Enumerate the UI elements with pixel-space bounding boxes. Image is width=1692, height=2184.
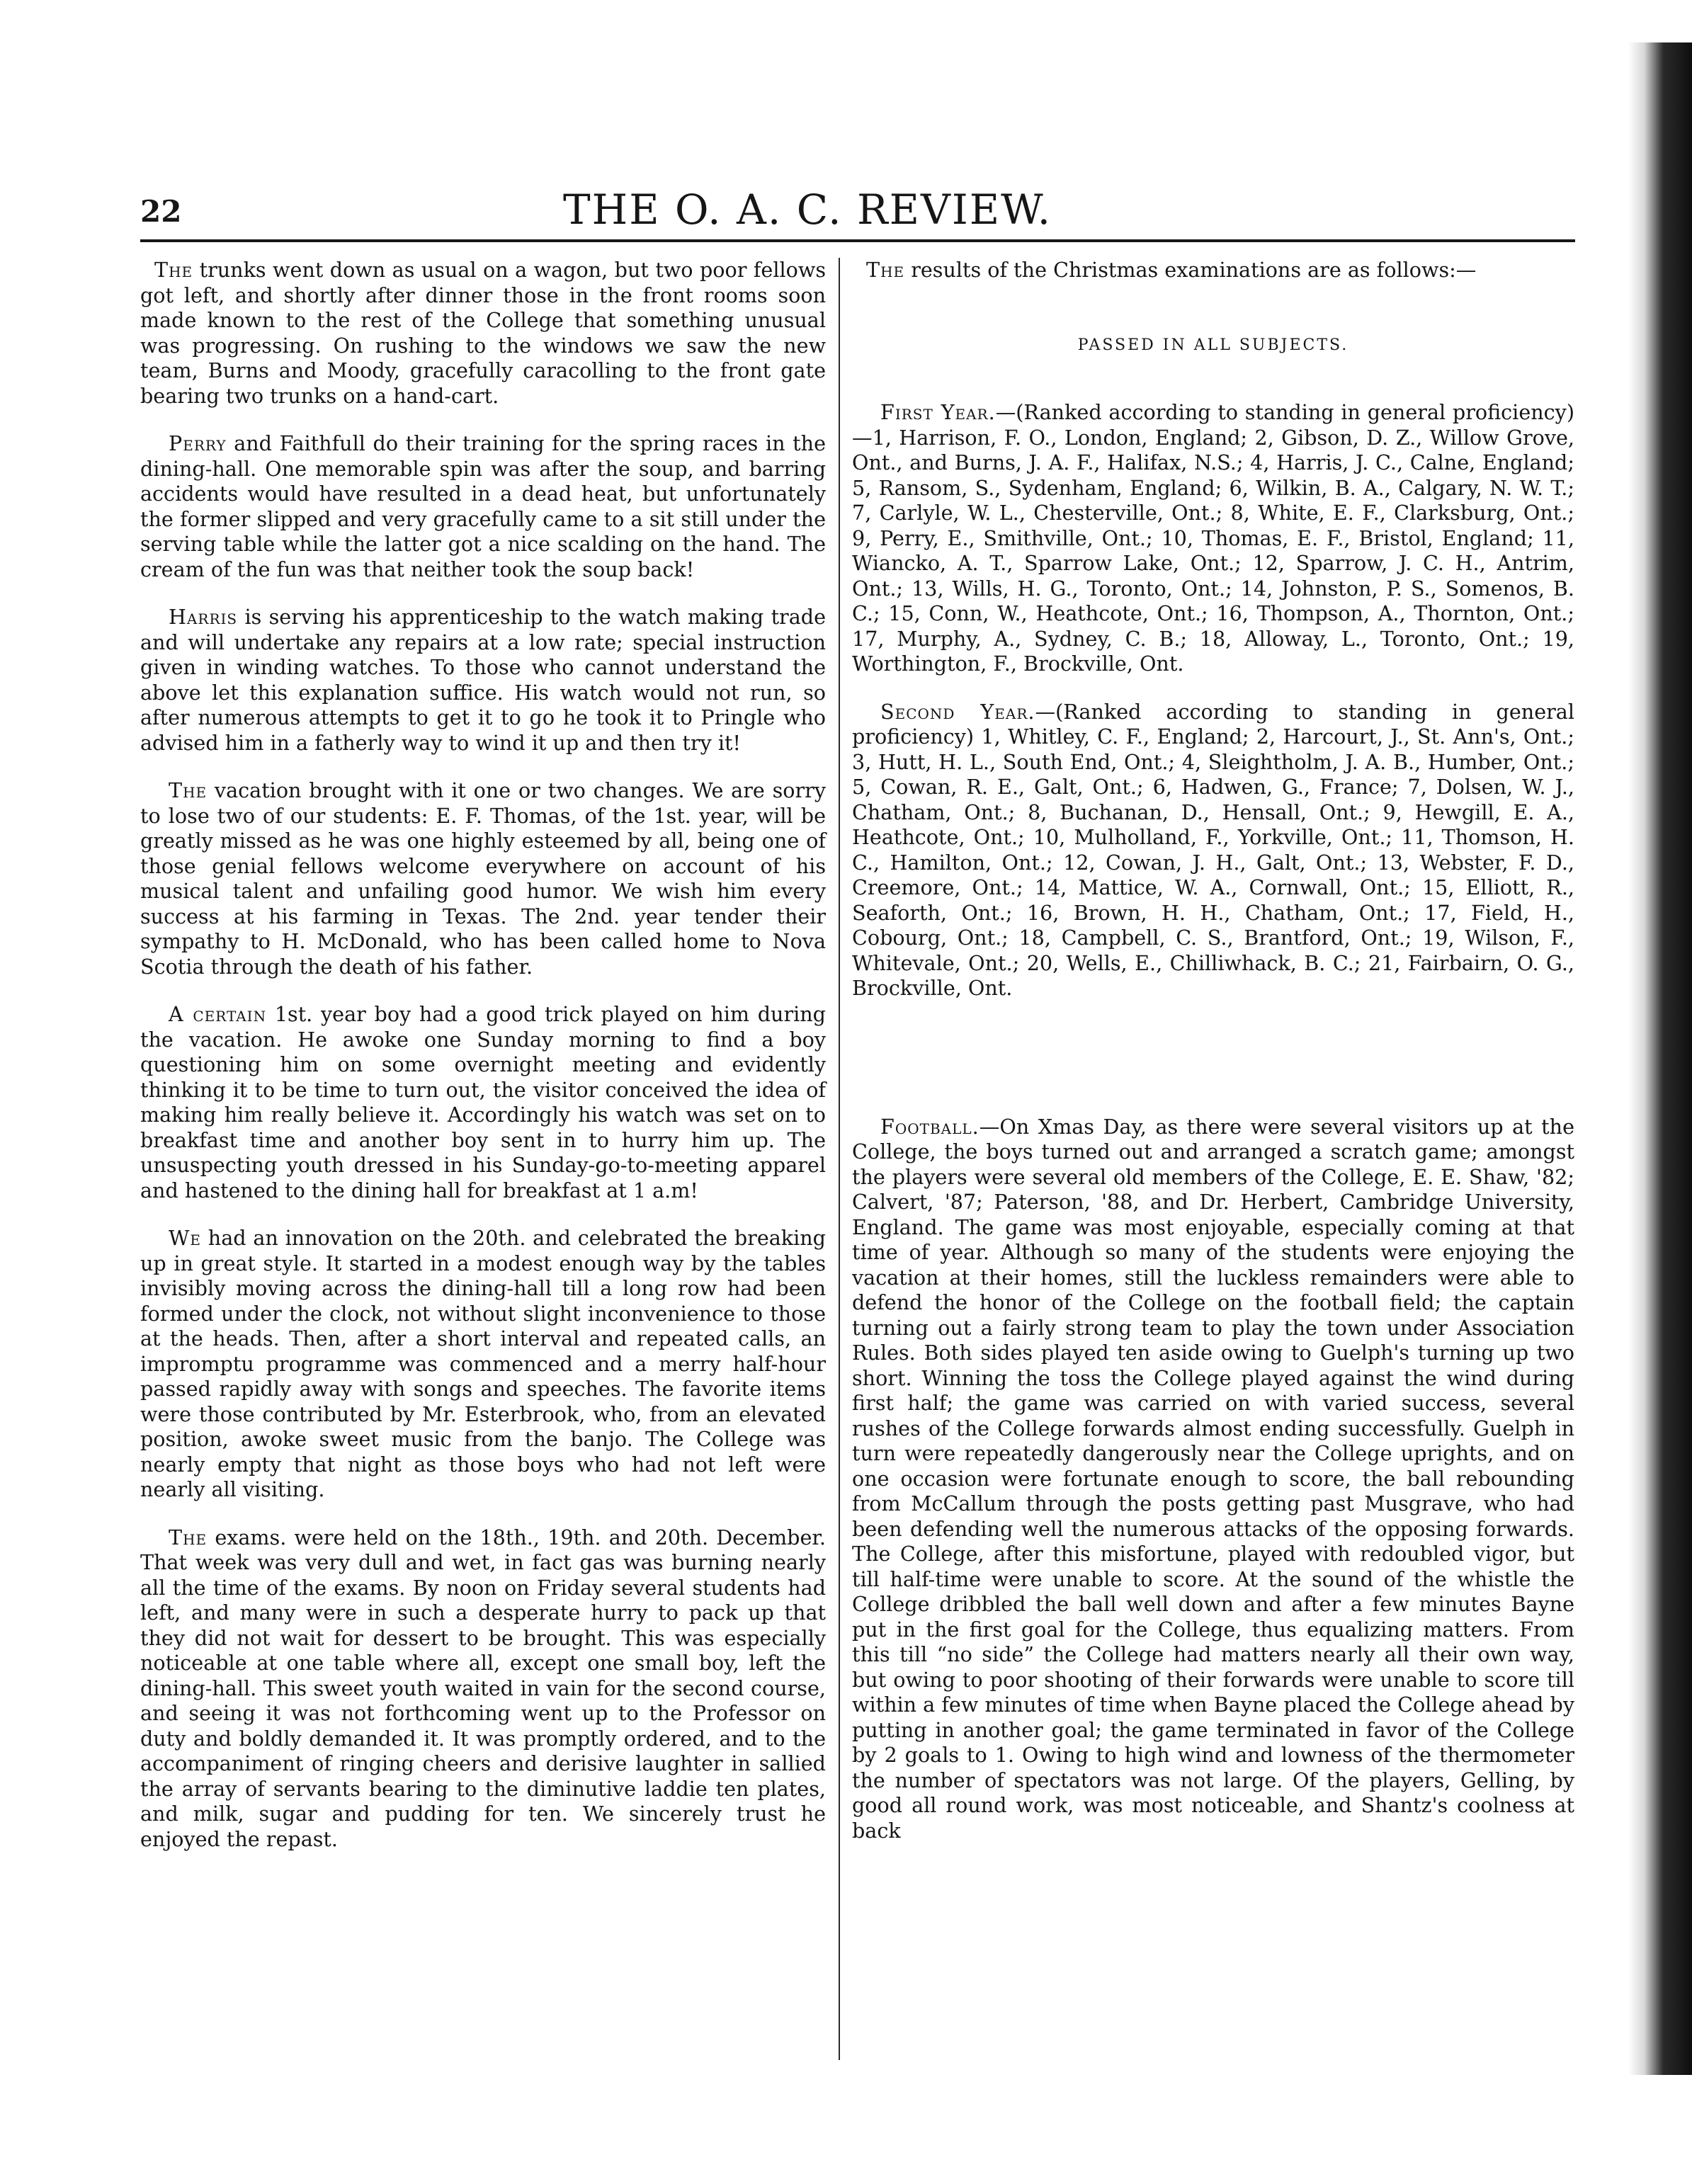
paragraph-text: —On Xmas Day, as there were several visitors up at the College, the boys turned out and arranged a scratch game; amongst the players were several old members of the College, E. E. Shaw, '82; Calvert, '87; Paterson, '88, and Dr. Herbert, Cambridge University, England. The game was most enjoyable, especially coming at that time of year. Although so many of the students were enjoying the vacation at their homes, still the luckless remainders were able to defend the honor of the College on the football field; the captain turning out a fairly strong team to play the town under Association Rules. Both sides played ten aside owing to Guelph's turning up two short. Winning the toss the College played against the wind during first half; the game was carried on with varied success, several rushes of the College forwards almost ending successfully. Guelph in turn were repeatedly dangerously near the College uprights, and on one occasion were fortunate enough to score, the ball rebounding from McCallum through the posts getting past Musgrave, who had been defending well the numerous attacks of the opposing forwards. The College, after this misfortune, played with redoubled vigor, but till half-time were unable to score. At the sound of the whistle the College dribbled the ball well down and after a few minutes Bayne put in the first goal for the College, thus equalizing matters. From this till “no side” the College had matters nearly all their own way, but owing to poor shooting of their forwards were unable to score till within a few minutes of time when Bayne placed the College ahead by putting in another goal; the game terminated in favor of the College by 2 goals to 1. Owing to high wind and lowness of the thermometer the number of spectators was not large. Of the players, Gelling, by good all round work, was most noticeable, and Shantz's coolness at back xyxy=(852,1114,1574,1843)
paragraph-text: —(Ranked according to standing in general proficiency)—1, Harrison, F. O., London, England; 2, Gibson, D. Z., Willow Grove, Ont., and Burns, J. A. F., Halifax, N.S.; 4, Harris, J. C., Calne, England; 5, Ransom, S., Sydenham, England; 6, Wilkin, B. A., Calgary, N. W. T.; 7, Carlyle, W. L., Chesterville, Ont.; 8, White, E. F., Clarksburg, Ont.; 9, Perry, E., Smithville, Ont.; 10, Thomas, E. F., Bristol, England; 11, Wiancko, A. T., Sparrow Lake, Ont.; 12, Sparrow, J. C. H., Antrim, Ont.; 13, Wills, H. G., Toronto, Ont.; 14, Johnston, P. S., Somenos, B. C.; 15, Conn, W., Heathcote, Ont.; 16, Thompson, A., Thornton, Ont.; 17, Murphy, A., Sydney, C. B.; 18, Alloway, L., Toronto, Ont.; 19, Worthington, F., Brockville, Ont. xyxy=(852,400,1574,676)
paragraph-text: is serving his apprenticeship to the watch making trade and will undertake any repairs at a low rate; special instruction given in winding watches. To those who cannot understand the above let this explanation suffice. His watch would not run, so after numerous attempts to get it to go he took it to Pringle who advised him in a fatherly way to wind it up and then try it! xyxy=(140,605,826,755)
paragraph-lead: The xyxy=(169,1525,208,1549)
paragraph-lead: First Year. xyxy=(880,400,996,424)
paragraph-lead: The xyxy=(154,258,193,282)
paragraph-perry xyxy=(140,431,826,582)
paragraph-trunks xyxy=(140,258,826,409)
paragraph-results-intro xyxy=(852,258,1574,283)
paragraph-lead: A certain xyxy=(169,1002,267,1026)
paragraph-text: trunks went down as usual on a wagon, but two poor fellows got left, and shortly after dinner those in the front rooms soon made known to the rest of the College that something unusual was progressing. On rushing to the windows we saw the new team, Burns and Moody, gracefully caracolling to the front gate bearing two trunks on a hand-cart. xyxy=(140,258,826,408)
paragraph-text: had an innovation on the 20th. and celebrated the breaking up in great style. It started in a modest enough way by the tables invisibly moving across the dining-hall till a long row had been formed under the clock, not without slight inconvenience to those at the heads. Then, after a short interval and repeated calls, an impromptu programme was commenced and a merry half-hour passed rapidly away with songs and speeches. The favorite items were those contributed by Mr. Esterbrook, who, from an elevated position, awoke sweet music from the banjo. The College was nearly empty that night as those boys who had not left were nearly all visiting. xyxy=(140,1226,826,1501)
paragraph-text: exams. were held on the 18th., 19th. and 20th. December. That week was very dull and wet, in fact gas was burning nearly all the time of the exams. By noon on Friday several students had left, and many were in such a desperate hurry to pack up that they did not wait for dessert to be brought. This was especially noticeable at one table where all, except one small boy, left the dining-hall. This sweet youth waited in vain for the second course, and seeing it was not forthcoming went up to the Professor on duty and boldly demanded it. It was promptly ordered, and to the accompaniment of ringing cheers and derisive laughter in sallied the array of servants bearing to the diminutive laddie ten plates, and milk, sugar and pudding for ten. We sincerely trust he enjoyed the repast. xyxy=(140,1525,826,1851)
page-binding-edge xyxy=(1628,42,1692,2075)
spacer xyxy=(852,1024,1574,1115)
paragraph-harris xyxy=(140,605,826,756)
column-divider xyxy=(839,258,840,2060)
paragraph-lead: We xyxy=(169,1226,201,1250)
paragraph-lead: The xyxy=(866,258,905,282)
paragraph-text: vacation brought with it one or two changes. We are sorry to lose two of our students: E. F. Thomas, of the 1st. year, will be greatly missed as he was one highly esteemed by all, being one of those genial fellows welcome everywhere on account of his musical talent and unfailing good humor. We wish him every success at his farming in Texas. The 2nd. year tender their sympathy to H. McDonald, who has been called home to Nova Scotia through the death of his father. xyxy=(140,778,826,979)
paragraph-lead: The xyxy=(169,778,208,802)
page-number: 22 xyxy=(140,194,182,229)
paragraph-first-year xyxy=(852,400,1574,677)
paragraph-football xyxy=(852,1115,1574,1844)
paragraph-text: results of the Christmas examinations are as follows:— xyxy=(904,258,1477,282)
paragraph-text: 1st. year boy had a good trick played on him during the vacation. He awoke one Sunday morning to find a boy questioning him on some overnight meeting and evidently thinking it to be time to turn out, the visitor conceived the idea of making him really believe it. Accordingly his watch was set on to breakfast time and another boy sent in to hurry him up. The unsuspecting youth dressed in his Sunday-go-to-meeting apparel and hastened to the dining hall for breakfast at 1 a.m! xyxy=(140,1002,826,1202)
paragraph-lead: Harris xyxy=(169,605,238,629)
left-column xyxy=(140,258,826,1875)
header-rule xyxy=(140,239,1575,242)
paragraph-vacation xyxy=(140,778,826,979)
paragraph-innovation xyxy=(140,1226,826,1503)
paragraph-lead: Perry xyxy=(169,431,227,455)
paragraph-trick xyxy=(140,1002,826,1203)
paragraph-exams xyxy=(140,1525,826,1853)
paragraph-text: and Faithfull do their training for the spring races in the dining-hall. One memorable spin was after the soup, and barring accidents would have resulted in a dead heat, but unfortunately the former slipped and very gracefully came to a sit still under the serving table while the latter got a nice scalding on the hand. The cream of the fun was that neither took the soup back! xyxy=(140,431,826,581)
paragraph-second-year xyxy=(852,700,1574,1001)
paragraph-lead: Football. xyxy=(880,1114,980,1139)
section-heading: PASSED IN ALL SUBJECTS. xyxy=(1077,336,1349,354)
paragraph-lead: Second Year. xyxy=(880,699,1035,724)
page-title: THE O. A. C. REVIEW. xyxy=(562,186,1052,234)
right-column xyxy=(852,258,1574,1866)
paragraph-text: —(Ranked according to standing in general proficiency) 1, Whitley, C. F., England; 2, Harcourt, J., St. Ann's, Ont.; 3, Hutt, H. L., South End, Ont.; 4, Sleightholm, J. A. B., Humber, Ont.; 5, Cowan, R. E., Galt, Ont.; 6, Hadwen, G., France; 7, Dolsen, W. J., Chatham, Ont.; 8, Buchanan, D., Hensall, Ont.; 9, Hewgill, E. A., Heathcote, Ont.; 10, Mulholland, F., Yorkville, Ont.; 11, Thomson, H. C., Hamilton, Ont.; 12, Cowan, J. H., Galt, Ont.; 13, Webster, F. D., Creemore, Ont.; 14, Mattice, W. A., Cornwall, Ont.; 15, Elliott, R., Seaforth, Ont.; 16, Brown, H. H., Chatham, Ont.; 17, Field, H., Cobourg, Ont.; 18, Campbell, C. S., Brantford, Ont.; 19, Wilson, F., Whitevale, Ont.; 20, Wells, E., Chilliwhack, B. C.; 21, Fairbairn, O. G., Brockville, Ont. xyxy=(852,699,1574,1000)
